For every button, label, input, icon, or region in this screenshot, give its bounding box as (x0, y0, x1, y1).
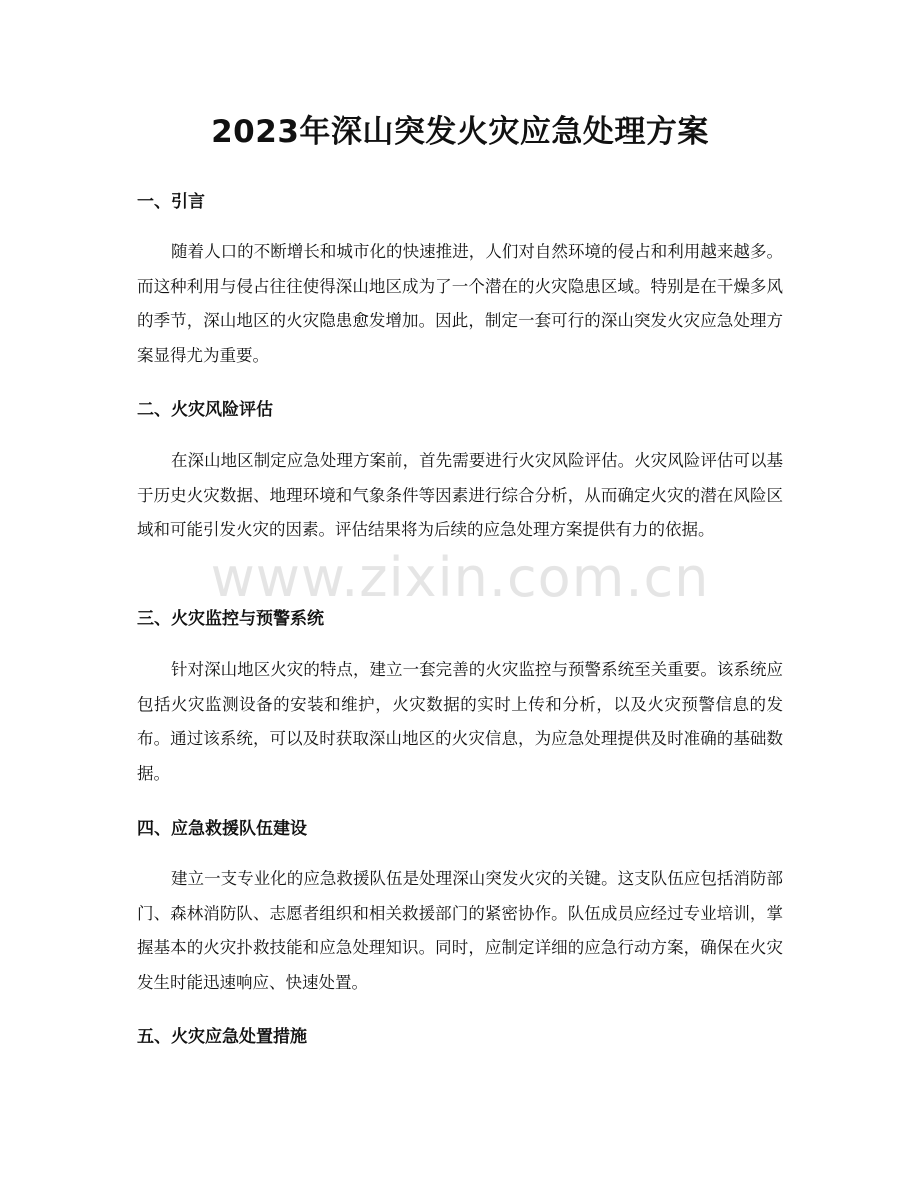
document-title: 2023年深山突发火灾应急处理方案 (211, 114, 709, 150)
section-paragraph-risk-assessment: 在深山地区制定应急处理方案前，首先需要进行火灾风险评估。火灾风险评估可以基于历史火灾数据、地理环境和气象条件等因素进行综合分析，从而确定火灾的潜在风险区域和可能引发火灾的因素。评估结果将为后续的应急处理方案提供有力的依据。 (137, 451, 783, 539)
section-heading-introduction: 一、引言 (137, 192, 205, 212)
section-heading-risk-assessment: 二、火灾风险评估 (137, 400, 273, 420)
section-paragraph-introduction: 随着人口的不断增长和城市化的快速推进，人们对自然环境的侵占和利用越来越多。而这种利用与侵占往往使得深山地区成为了一个潜在的火灾隐患区域。特别是在干燥多风的季节，深山地区的火灾隐患愈发增加。因此，制定一套可行的深山突发火灾应急处理方案显得尤为重要。 (137, 242, 783, 365)
section-paragraph-rescue-team: 建立一支专业化的应急救援队伍是处理深山突发火灾的关键。这支队伍应包括消防部门、森林消防队、志愿者组织和相关救援部门的紧密协作。队伍成员应经过专业培训，掌握基本的火灾扑救技能和应急处理知识。同时，应制定详细的应急行动方案，确保在火灾发生时能迅速响应、快速处置。 (137, 869, 783, 992)
section-heading-emergency-measures: 五、火灾应急处置措施 (137, 1027, 307, 1047)
watermark: www.zixin.com.cn (210, 546, 710, 609)
section-heading-rescue-team: 四、应急救援队伍建设 (137, 819, 307, 839)
section-paragraph-monitoring-warning: 针对深山地区火灾的特点，建立一套完善的火灾监控与预警系统至关重要。该系统应包括火灾监测设备的安装和维护，火灾数据的实时上传和分析，以及火灾预警信息的发布。通过该系统，可以及时获取深山地区的火灾信息，为应急处理提供及时准确的基础数据。 (137, 660, 783, 783)
section-heading-monitoring-warning: 三、火灾监控与预警系统 (137, 609, 324, 629)
